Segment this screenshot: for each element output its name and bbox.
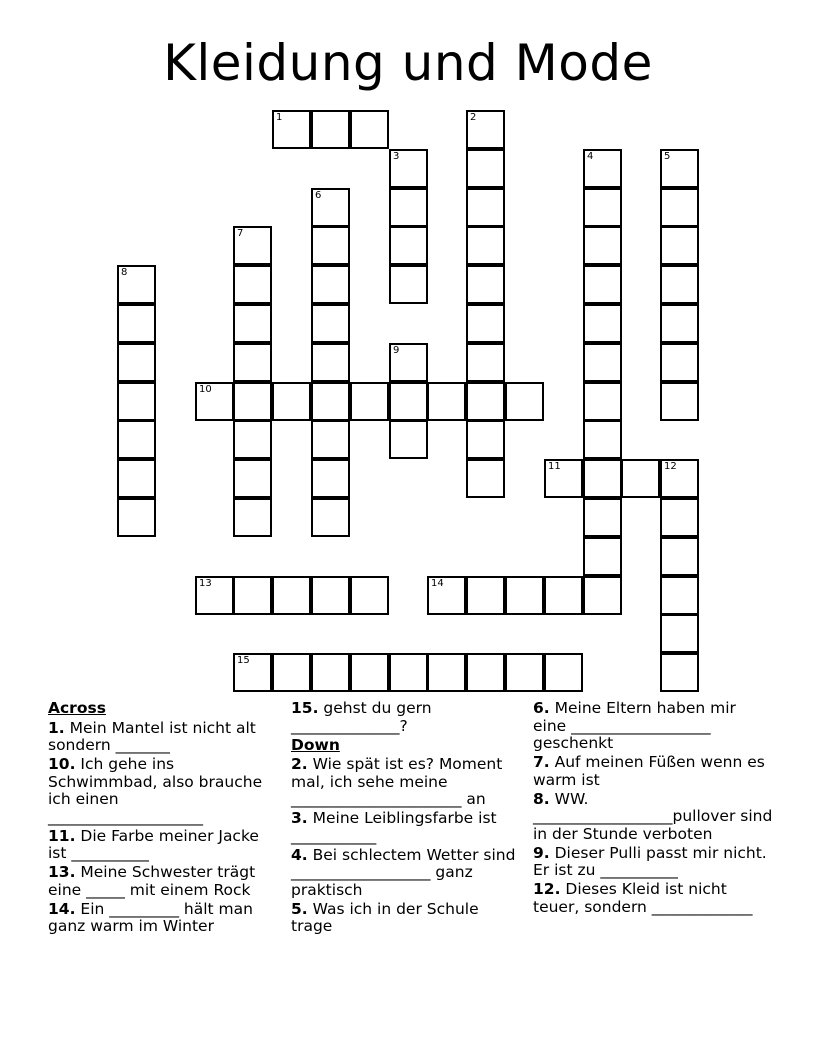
grid-cell[interactable] — [583, 382, 622, 421]
grid-cell[interactable] — [311, 576, 350, 615]
clue-down-4 — [291, 847, 523, 900]
grid-cell[interactable] — [466, 226, 505, 265]
grid-cell[interactable] — [117, 304, 156, 343]
clue-text: Mein Mantel ist nicht alt sondern _______ — [48, 718, 261, 754]
grid-cell[interactable] — [466, 653, 505, 692]
grid-cell[interactable] — [660, 614, 699, 653]
grid-cell[interactable] — [389, 149, 428, 188]
grid-cell[interactable] — [272, 110, 311, 149]
clue-number: 10. — [48, 755, 76, 773]
grid-cell[interactable] — [583, 226, 622, 265]
grid-cell[interactable] — [117, 343, 156, 382]
grid-cell[interactable] — [350, 382, 389, 421]
grid-cell[interactable] — [233, 265, 272, 304]
grid-cell[interactable] — [195, 382, 234, 421]
grid-cell[interactable] — [660, 343, 699, 382]
clue-text: Ein _________ hält man ganz warm im Winter — [48, 899, 258, 935]
clue-down-12 — [533, 881, 773, 916]
grid-cell[interactable] — [233, 304, 272, 343]
grid-cell[interactable] — [272, 653, 311, 692]
grid-cell[interactable] — [660, 304, 699, 343]
grid-cell[interactable] — [311, 188, 350, 227]
grid-cell[interactable] — [466, 420, 505, 459]
grid-cell[interactable] — [272, 382, 311, 421]
clue-number-label: 14 — [431, 578, 444, 589]
clue-number-label: 3 — [393, 151, 400, 162]
clue-number-label: 10 — [199, 384, 212, 395]
clue-number: 6. — [533, 699, 550, 717]
clue-number: 5. — [291, 899, 308, 918]
grid-cell[interactable] — [272, 576, 311, 615]
grid-cell[interactable] — [427, 382, 466, 421]
clue-across-13 — [48, 864, 278, 899]
grid-cell[interactable] — [660, 576, 699, 615]
clue-down-8 — [533, 789, 778, 844]
grid-cell[interactable] — [350, 110, 389, 149]
clue-number-label: 8 — [121, 267, 128, 278]
grid-cell[interactable] — [311, 382, 350, 421]
grid-cell[interactable] — [389, 188, 428, 227]
grid-cell[interactable] — [311, 653, 350, 692]
grid-cell[interactable] — [311, 226, 350, 265]
grid-cell[interactable] — [311, 459, 350, 498]
clue-text: Meine Eltern haben mir eine __________________ geschenkt — [533, 699, 741, 752]
clue-number-label: 4 — [587, 151, 594, 162]
grid-cell[interactable] — [583, 576, 622, 615]
grid-cell[interactable] — [117, 382, 156, 421]
grid-cell[interactable] — [195, 576, 234, 615]
grid-cell[interactable] — [233, 343, 272, 382]
clue-text: Auf meinen Füßen wenn es warm ist — [533, 753, 770, 789]
clues-column-1 — [48, 700, 278, 937]
grid-cell[interactable] — [583, 420, 622, 459]
grid-cell[interactable] — [466, 576, 505, 615]
clue-number: 4. — [291, 845, 308, 864]
grid-cell[interactable] — [117, 265, 156, 304]
clue-down-3 — [291, 810, 523, 845]
clue-across-15 — [291, 700, 523, 735]
grid-cell[interactable] — [233, 498, 272, 537]
grid-cell[interactable] — [311, 498, 350, 537]
clue-down-5 — [291, 901, 523, 936]
clue-text: gehst du gern ______________? — [291, 699, 437, 735]
grid-cell[interactable] — [505, 653, 544, 692]
grid-cell[interactable] — [660, 382, 699, 421]
grid-cell[interactable] — [621, 459, 660, 498]
grid-cell[interactable] — [583, 188, 622, 227]
grid-cell[interactable] — [117, 420, 156, 459]
grid-cell[interactable] — [466, 304, 505, 343]
clue-number: 7. — [533, 753, 550, 771]
clue-number: 3. — [291, 809, 308, 827]
clue-number: 13. — [48, 863, 76, 881]
grid-cell[interactable] — [233, 576, 272, 615]
clue-text: Was ich in der Schule trage — [291, 899, 484, 935]
clue-across-10 — [48, 756, 278, 826]
grid-cell[interactable] — [389, 420, 428, 459]
clue-number: 8. — [533, 789, 550, 808]
clue-text: Dieser Pulli passt mir nicht. Er ist zu __________ — [533, 843, 772, 879]
grid-cell[interactable] — [117, 498, 156, 537]
grid-cell[interactable] — [583, 537, 622, 576]
clues-column-2 — [291, 700, 523, 937]
grid-cell[interactable] — [389, 343, 428, 382]
clue-number: 12. — [533, 880, 561, 898]
clue-across-14 — [48, 901, 278, 936]
grid-cell[interactable] — [350, 576, 389, 615]
grid-cell[interactable] — [505, 576, 544, 615]
clue-number-label: 11 — [548, 461, 561, 472]
clue-text: Dieses Kleid ist nicht teuer, sondern _____________ — [533, 880, 753, 916]
grid-cell[interactable] — [311, 110, 350, 149]
grid-cell[interactable] — [389, 265, 428, 304]
grid-cell[interactable] — [389, 653, 428, 692]
grid-cell[interactable] — [311, 265, 350, 304]
grid-cell[interactable] — [660, 459, 699, 498]
grid-cell[interactable] — [466, 110, 505, 149]
clue-text: Die Farbe meiner Jacke ist __________ — [48, 826, 264, 862]
grid-cell[interactable] — [350, 653, 389, 692]
clue-number-label: 15 — [237, 655, 250, 666]
grid-cell[interactable] — [117, 459, 156, 498]
down-heading: Down — [291, 735, 340, 754]
page-title: Kleidung und Mode — [163, 34, 653, 92]
grid-cell[interactable] — [660, 226, 699, 265]
clue-number: 14. — [48, 899, 76, 918]
grid-cell[interactable] — [233, 653, 272, 692]
across-heading: Across — [48, 699, 106, 717]
clue-text: Meine Schwester trägt eine _____ mit einem Rock — [48, 863, 261, 899]
grid-cell[interactable] — [466, 188, 505, 227]
clue-down-9 — [533, 845, 773, 880]
clues-column-3 — [533, 699, 778, 918]
clue-number: 1. — [48, 718, 65, 737]
grid-cell[interactable] — [660, 498, 699, 537]
clue-number-label: 9 — [393, 345, 400, 356]
grid-cell[interactable] — [544, 653, 583, 692]
grid-cell[interactable] — [466, 149, 505, 188]
grid-cell[interactable] — [660, 188, 699, 227]
grid-cell[interactable] — [427, 576, 466, 615]
clue-text: Bei schlectem Wetter sind __________________ ganz praktisch — [291, 845, 521, 899]
clue-number: 9. — [533, 843, 550, 862]
clue-number: 2. — [291, 755, 308, 773]
grid-cell[interactable] — [389, 226, 428, 265]
grid-cell[interactable] — [660, 149, 699, 188]
grid-cell[interactable] — [233, 459, 272, 498]
clue-number-label: 5 — [664, 151, 671, 162]
clue-down-2 — [291, 756, 523, 809]
clue-text: Wie spät ist es? Moment mal, ich sehe meine ______________________ an — [291, 755, 508, 808]
clue-number-label: 6 — [315, 190, 322, 201]
clue-across-1 — [48, 720, 278, 755]
grid-cell[interactable] — [311, 420, 350, 459]
grid-cell[interactable] — [660, 653, 699, 692]
clue-down-6 — [533, 700, 773, 753]
grid-cell[interactable] — [466, 382, 505, 421]
clue-number-label: 2 — [470, 112, 477, 123]
grid-cell[interactable] — [427, 653, 466, 692]
clue-text: Ich gehe ins Schwimmbad, also brauche ich einen ____________________ — [48, 755, 268, 826]
clue-number: 15. — [291, 699, 319, 717]
grid-cell[interactable] — [660, 537, 699, 576]
clue-number: 11. — [48, 826, 76, 845]
grid-cell[interactable] — [583, 498, 622, 537]
clue-number-label: 12 — [664, 461, 677, 472]
clue-number-label: 7 — [237, 228, 244, 239]
grid-cell[interactable] — [544, 576, 583, 615]
clue-text: WW. __________________pullover sind in der Stunde verboten — [533, 789, 778, 843]
clue-down-7 — [533, 754, 773, 789]
grid-cell[interactable] — [466, 343, 505, 382]
grid-cell[interactable] — [583, 304, 622, 343]
grid-cell[interactable] — [466, 459, 505, 498]
grid-cell[interactable] — [544, 459, 583, 498]
clue-number-label: 1 — [276, 112, 283, 123]
grid-cell[interactable] — [583, 149, 622, 188]
grid-cell[interactable] — [233, 420, 272, 459]
grid-cell[interactable] — [583, 265, 622, 304]
grid-cell[interactable] — [505, 382, 544, 421]
grid-cell[interactable] — [233, 226, 272, 265]
grid-cell[interactable] — [311, 343, 350, 382]
clue-text: Meine Leiblingsfarbe ist ___________ — [291, 809, 502, 845]
grid-cell[interactable] — [389, 382, 428, 421]
grid-cell[interactable] — [660, 265, 699, 304]
clue-number-label: 13 — [199, 578, 212, 589]
grid-cell[interactable] — [583, 343, 622, 382]
grid-cell[interactable] — [311, 304, 350, 343]
grid-cell[interactable] — [583, 459, 622, 498]
grid-cell[interactable] — [233, 382, 272, 421]
grid-cell[interactable] — [466, 265, 505, 304]
clue-across-11 — [48, 828, 278, 863]
